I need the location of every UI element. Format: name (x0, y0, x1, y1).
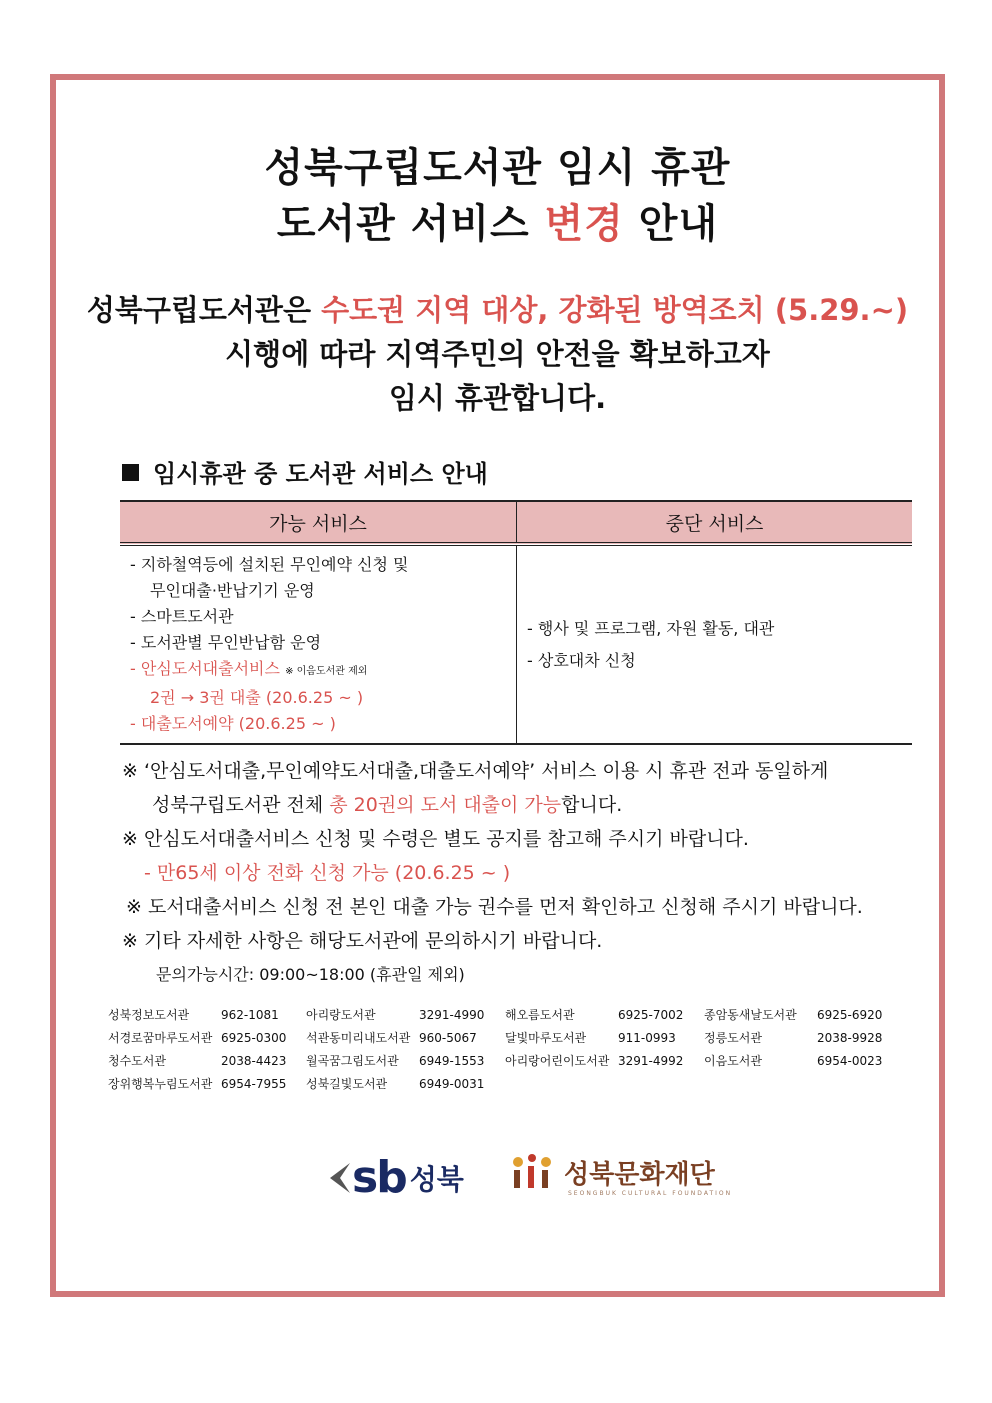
library-phone: 6954-7955 (221, 1077, 287, 1091)
list-item: - 행사 및 프로그램, 자원 활동, 대관 (527, 618, 775, 638)
table-row (120, 544, 912, 744)
sb-swoosh-icon (326, 1161, 352, 1195)
sb-logo-text: sb (352, 1152, 406, 1203)
list-item: - 지하철역등에 설치된 무인예약 신청 및 (130, 555, 409, 574)
list-item: - 도서관별 무인반납함 운영 (130, 633, 322, 652)
library-name: 아리랑어린이도서관 (505, 1054, 610, 1068)
title-line-2-pre: 도서관 서비스 (276, 201, 545, 247)
library-phone: 960-5067 (419, 1031, 477, 1045)
table-header-row (120, 501, 912, 544)
foundation-subtitle: SEONGBUK CULTURAL FOUNDATION (568, 1190, 733, 1197)
title-line-2-highlight: 변경 (544, 201, 624, 247)
intro-paragraph (56, 288, 939, 420)
library-name: 석관동미리내도서관 (306, 1031, 411, 1045)
note-1b-post: 합니다. (561, 794, 623, 816)
section-heading (122, 454, 488, 489)
library-phone: 6949-1553 (419, 1054, 485, 1068)
note-1b-pre: 성북구립도서관 전체 (152, 794, 330, 816)
library-phone: 6954-0023 (817, 1054, 883, 1068)
contact-row (108, 1050, 882, 1073)
foundation-emblem-icon (506, 1152, 558, 1192)
library-phone: 3291-4990 (419, 1008, 485, 1022)
library-phone: 911-0993 (618, 1031, 676, 1045)
contact-row (108, 1073, 882, 1096)
list-item-note: ※ 이음도서관 제외 (285, 666, 368, 677)
library-phone: 6925-0300 (221, 1031, 287, 1045)
intro-line-3: 임시 휴관합니다. (388, 381, 607, 415)
intro-line-1 (56, 288, 939, 332)
note-1: ※ ‘안심도서대출,무인예약도서대출,대출도서예약’ 서비스 이용 시 휴관 전과 동일하게 (122, 760, 829, 782)
contact-row (108, 1004, 882, 1027)
library-phone: 6949-0031 (419, 1077, 485, 1091)
library-name: 종암동새날도서관 (704, 1008, 797, 1022)
header-suspended: 중단 서비스 (517, 501, 913, 544)
notice-frame (50, 74, 945, 1297)
square-bullet-icon (122, 464, 139, 481)
note-4b: 문의가능시간: 09:00~18:00 (휴관일 제외) (156, 965, 465, 984)
intro-line-1-highlight: 수도권 지역 대상, 강화된 방역조치 (5.29.~) (321, 293, 909, 327)
list-item: - 대출도서예약 (20.6.25 ~ ) (130, 714, 336, 733)
foundation-name: 성북문화재단 (564, 1159, 715, 1190)
list-item-text: - 안심도서대출서비스 (130, 659, 280, 678)
library-phone: 2038-4423 (221, 1054, 287, 1068)
library-phone: 3291-4992 (618, 1054, 684, 1068)
service-table (120, 500, 912, 745)
library-phone: 962-1081 (221, 1008, 279, 1022)
note-3: ※ 도서대출서비스 신청 전 본인 대출 가능 권수를 먼저 확인하고 신청해 주시기 바랍니다. (126, 896, 863, 918)
contact-list (108, 1004, 882, 1096)
contact-row (108, 1027, 882, 1050)
list-item: 무인대출·반납기기 운영 (150, 581, 315, 600)
notes-block (122, 754, 863, 992)
library-name: 정릉도서관 (704, 1031, 762, 1045)
library-phone: 6925-7002 (618, 1008, 684, 1022)
list-item: - 상호대차 신청 (527, 650, 636, 670)
note-4: ※ 기타 자세한 사항은 해당도서관에 문의하시기 바랍니다. (122, 930, 603, 952)
library-phone: 6925-6920 (817, 1008, 883, 1022)
page-title (56, 140, 939, 252)
note-1b-highlight: 총 20권의 도서 대출이 가능 (329, 794, 562, 816)
title-line-2 (56, 196, 939, 252)
available-services-cell (120, 544, 517, 744)
library-name: 서경로꿈마루도서관 (108, 1031, 213, 1045)
title-line-1: 성북구립도서관 임시 휴관 (264, 145, 731, 191)
note-2: ※ 안심도서대출서비스 신청 및 수령은 별도 공지를 참고해 주시기 바랍니다. (122, 828, 749, 850)
section-heading-text: 임시휴관 중 도서관 서비스 안내 (153, 460, 488, 488)
library-name: 성북정보도서관 (108, 1008, 190, 1022)
seongbuk-logo (326, 1152, 464, 1203)
header-available: 가능 서비스 (120, 501, 517, 544)
cultural-foundation-logo (506, 1152, 733, 1197)
intro-line-1-pre: 성북구립도서관은 (86, 293, 322, 327)
library-name: 성북길빛도서관 (306, 1077, 388, 1091)
sb-logo-name: 성북 (409, 1162, 464, 1196)
library-phone: 2038-9928 (817, 1031, 883, 1045)
list-item: - 스마트도서관 (130, 607, 234, 626)
title-line-2-post: 안내 (623, 201, 719, 247)
library-name: 월곡꿈그림도서관 (306, 1054, 399, 1068)
library-name: 해오름도서관 (505, 1008, 575, 1022)
list-item (130, 656, 516, 685)
library-name: 달빛마루도서관 (505, 1031, 587, 1045)
note-1b (122, 788, 863, 822)
library-name: 청수도서관 (108, 1054, 166, 1068)
library-name: 아리랑도서관 (306, 1008, 376, 1022)
intro-line-2: 시행에 따라 지역주민의 안전을 확보하고자 (225, 337, 770, 371)
note-2b: - 만65세 이상 전화 신청 가능 (20.6.25 ~ ) (144, 862, 511, 884)
list-item: 2권 → 3권 대출 (20.6.25 ~ ) (150, 688, 364, 707)
library-name: 이음도서관 (704, 1054, 762, 1068)
library-name: 장위행복누림도서관 (108, 1077, 213, 1091)
suspended-services-cell (517, 544, 913, 744)
